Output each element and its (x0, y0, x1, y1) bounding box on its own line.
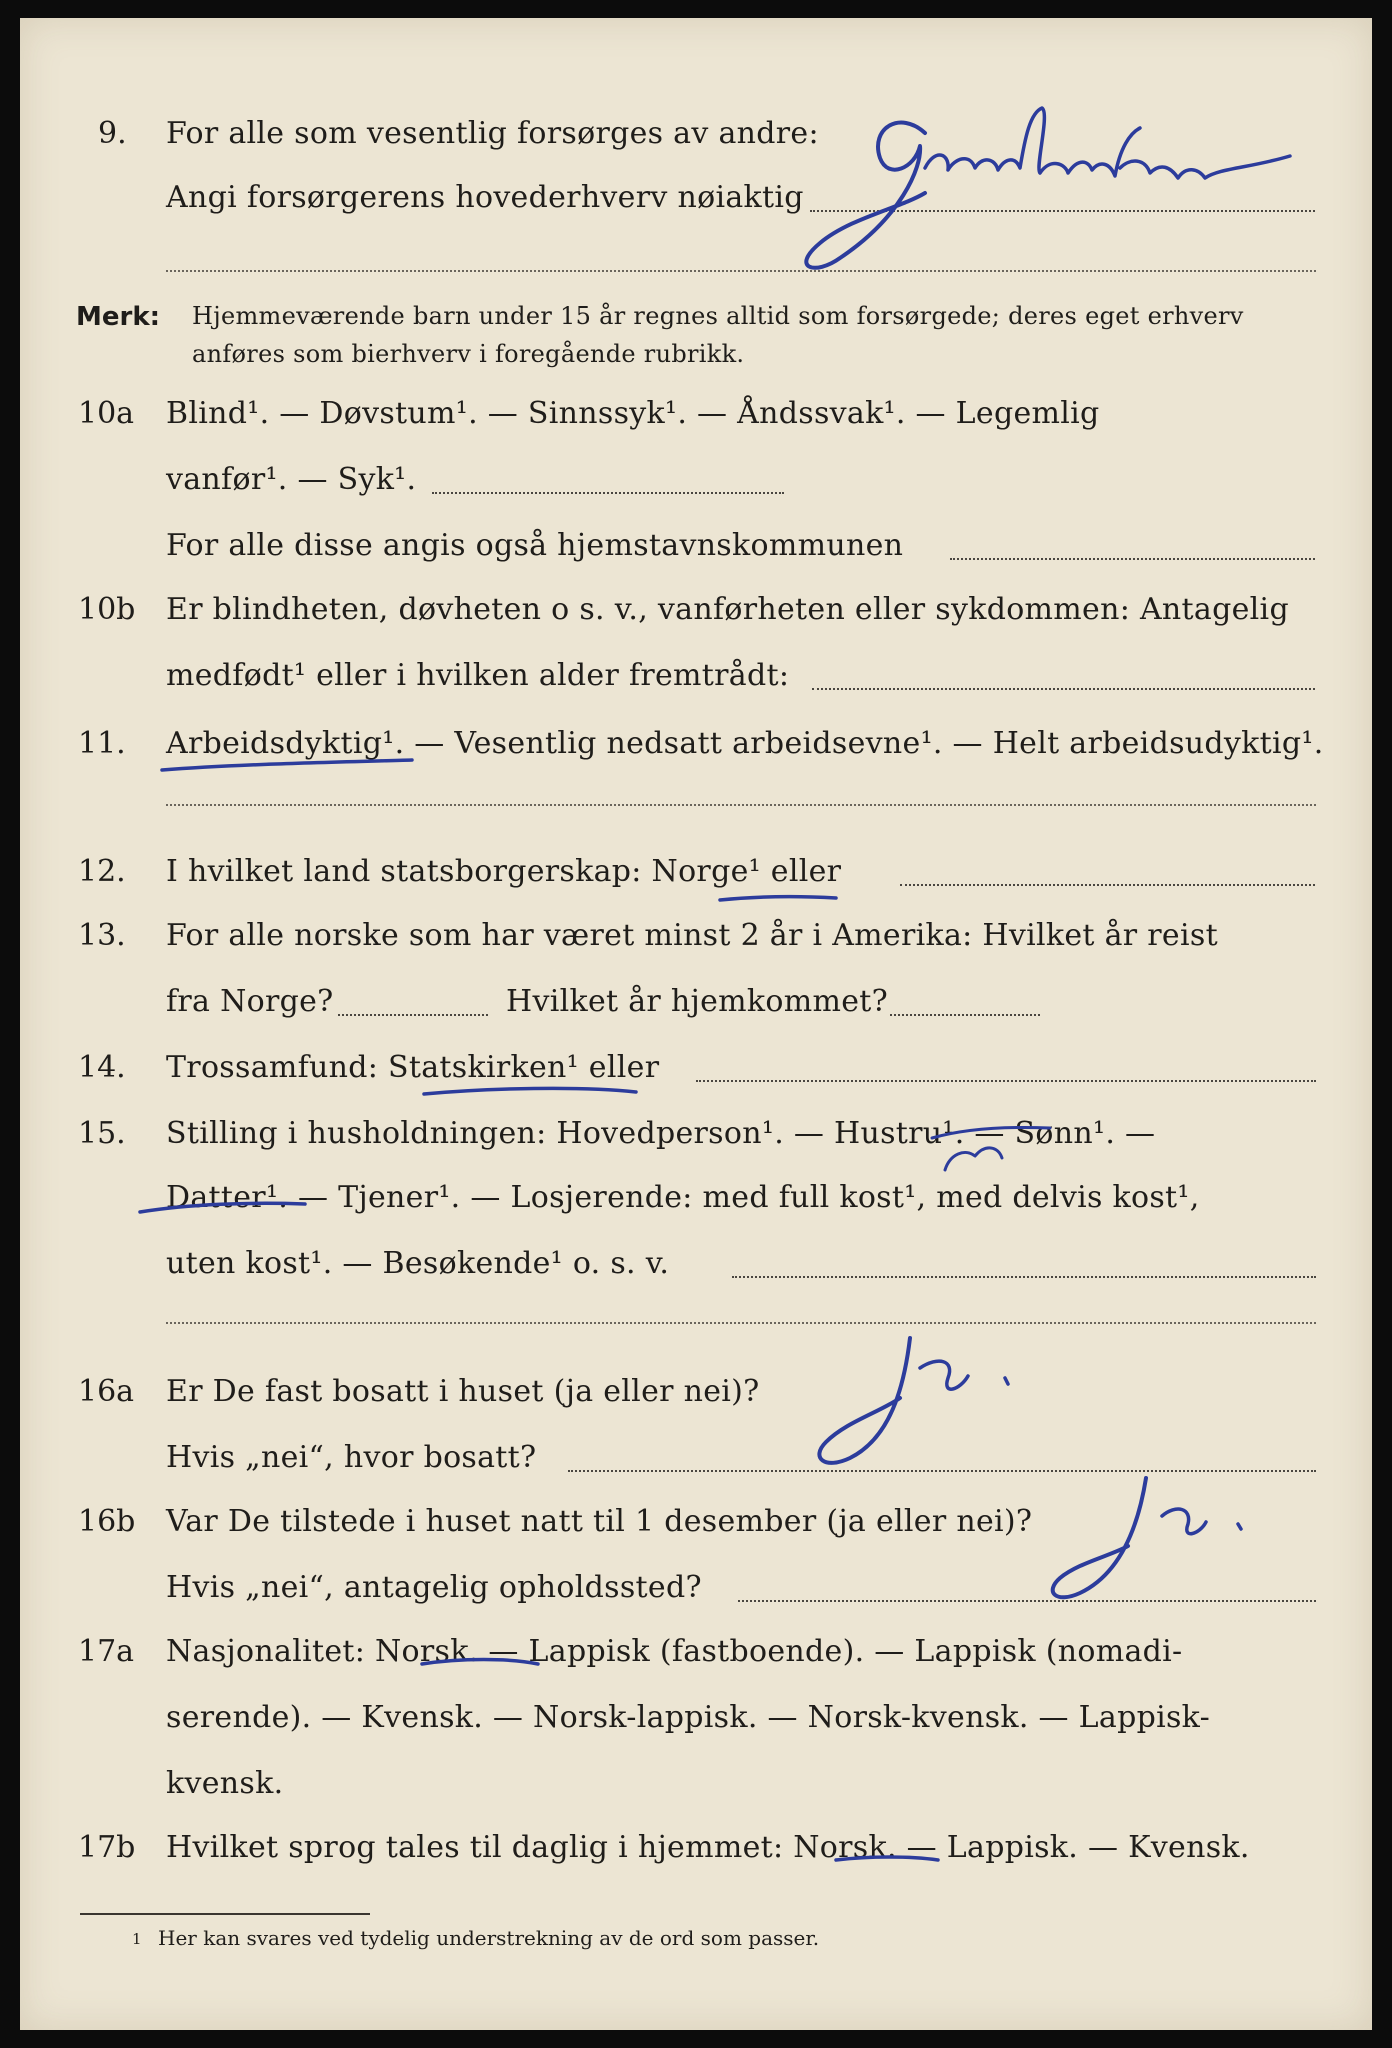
q12-line1: I hvilket land statsborgerskap: Norge¹ eller (166, 854, 842, 889)
merk-line2: anføres som bierhverv i foregående rubrikk. (192, 340, 745, 368)
footnote-marker: 1 (132, 1930, 142, 1948)
q13-line2a: fra Norge? (166, 984, 334, 1019)
q10a-number: 10a (78, 396, 135, 431)
q17b-line1: Hvilket sprog tales til daglig i hjemmet: Norsk. — Lappisk. — Kvensk. (166, 1830, 1250, 1865)
q13-line1: For alle norske som har været minst 2 år i Amerika: Hvilket år reist (166, 918, 1218, 953)
q14-number: 14. (78, 1050, 126, 1085)
q16b-line2: Hvis „nei“, antagelig opholdssted? (166, 1570, 702, 1605)
q13-line2b: Hvilket år hjemkommet? (506, 984, 889, 1019)
q10b-line1: Er blindheten, døvheten o s. v., vanførheten eller sykdommen: Antagelig (166, 592, 1289, 627)
q13-number: 13. (78, 918, 126, 953)
merk-line1: Hjemmeværende barn under 15 år regnes alltid som forsørgede; deres eget erhverv (192, 302, 1244, 330)
q11-line1: Arbeidsdyktig¹. — Vesentlig nedsatt arbeidsevne¹. — Helt arbeidsudyktig¹. (166, 726, 1324, 761)
q10b-line2: medfødt¹ eller i hvilken alder fremtrådt: (166, 658, 790, 693)
q16a-number: 16a (78, 1374, 135, 1409)
q17a-number: 17a (78, 1634, 135, 1669)
q9-number: 9. (98, 116, 127, 151)
q14-line1: Trossamfund: Statskirken¹ eller (166, 1050, 660, 1085)
q15-number: 15. (78, 1116, 126, 1151)
q15-line1: Stilling i husholdningen: Hovedperson¹. — Hustru¹. — Sønn¹. — (166, 1116, 1156, 1151)
q12-number: 12. (78, 854, 126, 889)
q15-line3: uten kost¹. — Besøkende¹ o. s. v. (166, 1246, 670, 1281)
q17a-line2: serende). — Kvensk. — Norsk-lappisk. — Norsk-kvensk. — Lappisk- (166, 1700, 1211, 1735)
q16b-handwritten-answer (20, 18, 1372, 2030)
q16a-line1: Er De fast bosatt i huset (ja eller nei)? (166, 1374, 760, 1409)
q10a-line2: vanfør¹. — Syk¹. (166, 462, 417, 497)
q16b-line1: Var De tilstede i huset natt til 1 desember (ja eller nei)? (166, 1504, 1033, 1539)
q17a-line1: Nasjonalitet: Norsk. — Lappisk (fastboende). — Lappisk (nomadi- (166, 1634, 1183, 1669)
q17b-number: 17b (78, 1830, 136, 1865)
footnote-text: Her kan svares ved tydelig understrekning av de ord som passer. (158, 1926, 820, 1950)
q16b-number: 16b (78, 1504, 136, 1539)
q15-line2: Datter¹. — Tjener¹. — Losjerende: med full kost¹, med delvis kost¹, (166, 1180, 1200, 1215)
q9-line1: For alle som vesentlig forsørges av andre: (166, 116, 819, 151)
q16a-line2: Hvis „nei“, hvor bosatt? (166, 1440, 537, 1475)
q10b-number: 10b (78, 592, 136, 627)
q11-number: 11. (78, 726, 126, 761)
q10a-line1: Blind¹. — Døvstum¹. — Sinnssyk¹. — Åndssvak¹. — Legemlig (166, 396, 1100, 431)
merk-label: Merk: (76, 302, 161, 332)
q9-line2: Angi forsørgerens hovederhverv nøiaktig (166, 180, 804, 215)
q10a-line3: For alle disse angis også hjemstavnskommunen (166, 528, 904, 563)
q17a-line3: kvensk. (166, 1766, 284, 1801)
census-form-page (20, 18, 1372, 2030)
